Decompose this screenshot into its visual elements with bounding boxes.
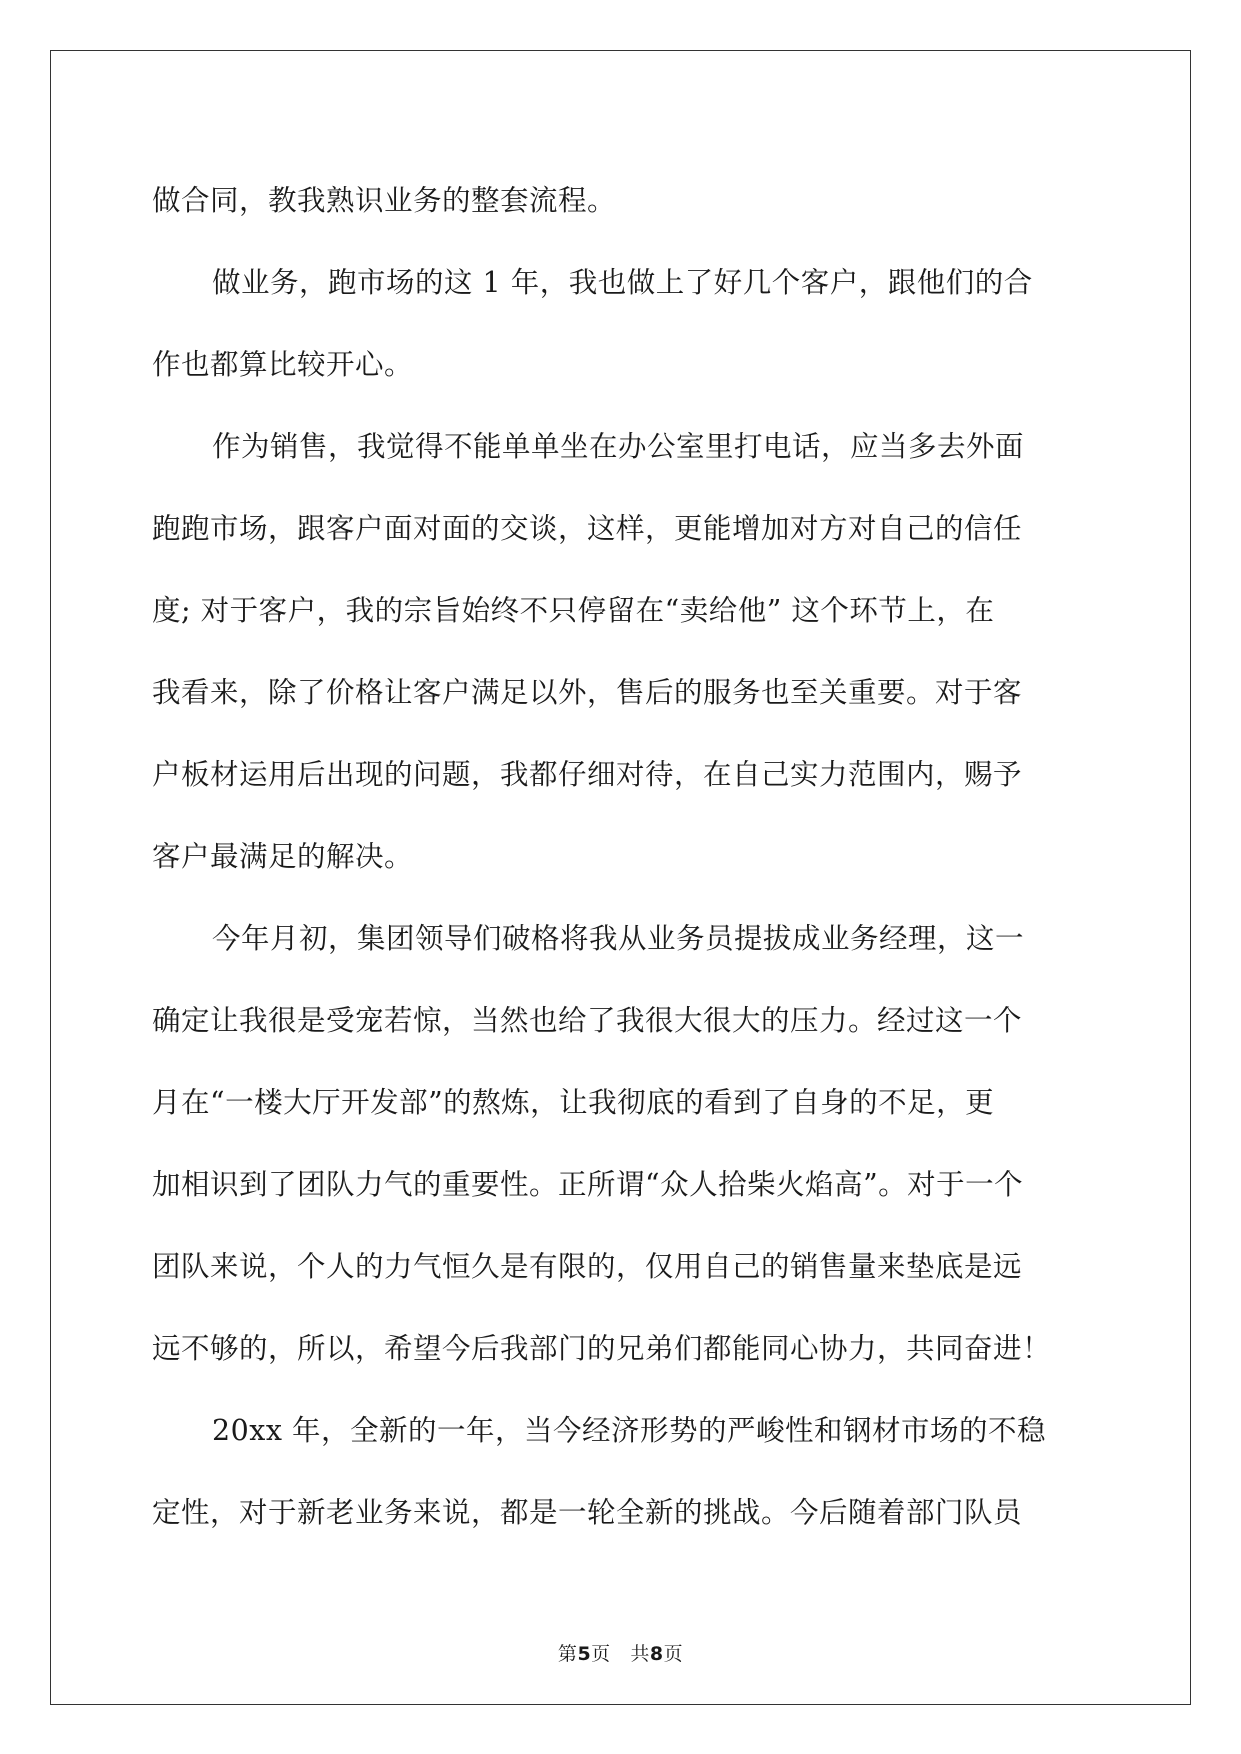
footer-page-suffix: 页 xyxy=(591,1643,611,1665)
footer-page-prefix: 第 xyxy=(557,1643,578,1665)
text-line: 确定让我很是受宠若惊，当然也给了我很大很大的压力。经过这一个 xyxy=(152,1004,1023,1037)
footer-total-suffix: 页 xyxy=(663,1643,684,1665)
document-body xyxy=(152,160,1082,1554)
text-line: 定性，对于新老业务来说，都是一轮全新的挑战。今后随着部门队员 xyxy=(152,1496,1023,1529)
text-line: 今年月初，集团领导们破格将我从业务员提拔成业务经理，这一 xyxy=(212,922,1025,955)
text-line: 20xx 年，全新的一年，当今经济形势的严峻性和钢材市场的不稳 xyxy=(212,1414,1046,1447)
text-line: 做业务，跑市场的这 1 年，我也做上了好几个客户，跟他们的合 xyxy=(212,266,1033,299)
text-line: 作也都算比较开心。 xyxy=(152,348,414,381)
footer-total-prefix: 共 xyxy=(630,1643,650,1665)
footer-total-number: 8 xyxy=(649,1643,664,1665)
text-line: 户板材运用后出现的问题，我都仔细对待，在自己实力范围内，赐予 xyxy=(152,758,1023,791)
text-line: 团队来说，个人的力气恒久是有限的，仅用自己的销售量来垫底是远 xyxy=(152,1250,1023,1283)
text-line: 月在“一楼大厅开发部”的熬炼，让我彻底的看到了自身的不足，更 xyxy=(152,1086,995,1119)
text-line: 跑跑市场，跟客户面对面的交谈，这样，更能增加对方对自己的信任 xyxy=(152,512,1023,545)
text-line: 客户最满足的解决。 xyxy=(152,840,414,873)
footer-page-number: 5 xyxy=(577,1643,592,1665)
text-line: 加相识到了团队力气的重要性。正所谓“众人拾柴火焰高”。对于一个 xyxy=(152,1168,1024,1201)
text-line: 度; 对于客户，我的宗旨始终不只停留在“卖给他” 这个环节上，在 xyxy=(152,594,995,627)
text-line: 作为销售，我觉得不能单单坐在办公室里打电话，应当多去外面 xyxy=(212,430,1025,463)
page-footer xyxy=(0,1641,1241,1667)
text-line: 远不够的，所以，希望今后我部门的兄弟们都能同心协力，共同奋进！ xyxy=(152,1332,1052,1365)
text-line: 做合同，教我熟识业务的整套流程。 xyxy=(152,184,617,217)
text-line: 我看来，除了价格让客户满足以外，售后的服务也至关重要。对于客 xyxy=(152,676,1023,709)
